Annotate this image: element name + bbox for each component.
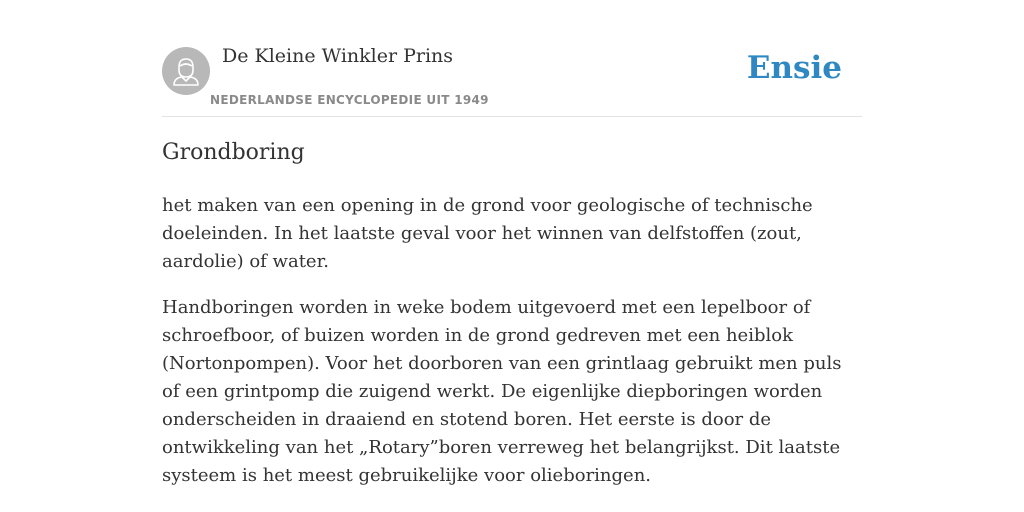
ensie-logo[interactable]: Ensie bbox=[746, 50, 842, 86]
article-paragraph-2: Handboringen worden in weke bodem uitgevoerd met een lepelboor of schroefboor, of buizen worden in de grond gedreven met een heiblok (Nortonpompen). Voor het doorboren van een grintlaag gebruikt men puls of een grintpomp die zuigend werkt. De eigenlijke diepboringen worden onderscheiden in draaiend en stotend boren. Het eerste is door de ontwikkeling van het „Rotary”boren verreweg het belangrijkst. Dit laatste systeem is het meest gebruikelijke voor olieboringen. bbox=[162, 297, 842, 486]
article-title: Grondboring bbox=[162, 140, 305, 165]
source-name[interactable]: De Kleine Winkler Prins bbox=[222, 45, 454, 67]
article-body bbox=[162, 192, 862, 508]
article-paragraph-1: het maken van een opening in de grond voor geologische of technische doeleinden. In het laatste geval voor het winnen van delfstoffen (zout, aardolie) of water. bbox=[162, 195, 813, 272]
source-subtitle: NEDERLANDSE ENCYCLOPEDIE UIT 1949 bbox=[210, 93, 489, 107]
avatar[interactable] bbox=[162, 47, 210, 95]
user-outline-icon bbox=[162, 47, 210, 95]
source-header bbox=[162, 0, 862, 117]
